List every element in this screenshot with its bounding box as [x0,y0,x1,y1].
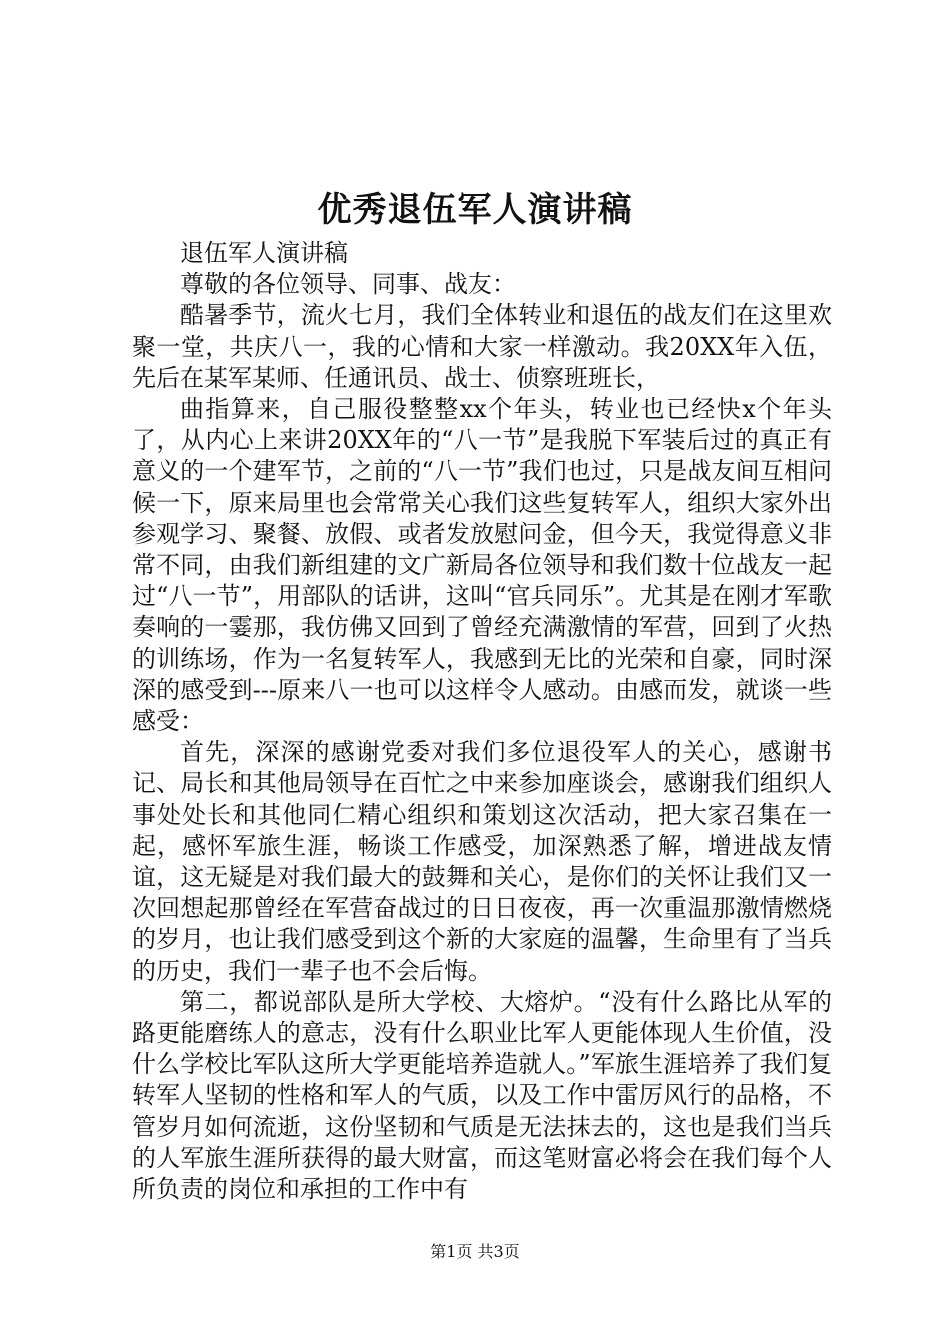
document-title: 优秀退伍军人演讲稿 [317,190,633,230]
paragraph-second-point: 第二，都说部队是所大学校、大熔炉。“没有什么路比从军的路更能磨练人的意志，没有什么职业比军人更能体现人生价值，没什么学校比军队这所大学更能培养造就人。”军旅生涯培养了我们复转军人坚韧的性格和军人的气质，以及工作中雷厉风行的品格，不管岁月如何流逝，这份坚韧和气质是无法抹去的，这也是我们当兵的人军旅生涯所获得的最大财富，而这笔财富必将会在我们每个人所负责的岗位和承担的工作中有 [132,987,832,1204]
document-body [132,238,832,1205]
paragraph-first-point: 首先，深深的感谢党委对我们多位退役军人的关心，感谢书记、局长和其他局领导在百忙之中来参加座谈会，感谢我们组织人事处处长和其他同仁精心组织和策划这次活动，把大家召集在一起，感怀军旅生涯，畅谈工作感受，加深熟悉了解，增进战友情谊，这无疑是对我们最大的鼓舞和关心，是你们的关怀让我们又一次回想起那曾经在军营奋战过的日日夜夜，再一次重温那激情燃烧的岁月，也让我们感受到这个新的大家庭的温馨，生命里有了当兵的历史，我们一辈子也不会后悔。 [132,738,832,985]
paragraph-reflection: 曲指算来，自己服役整整xx个年头，转业也已经快x个年头了，从内心上来讲20XX年的“八一节”是我脱下军装后过的真正有意义的一个建军节，之前的“八一节”我们也过，只是战友间互相问候一下，原来局里也会常常关心我们这些复转军人，组织大家外出参观学习、聚餐、放假、或者发放慰问金，但今天，我觉得意义非常不同，由我们新组建的文广新局各位领导和我们数十位战友一起过“八一节”，用部队的话讲，这叫“官兵同乐”。尤其是在刚才军歌奏响的一霎那，我仿佛又回到了曾经充满激情的军营，回到了火热的训练场，作为一名复转军人，我感到无比的光荣和自豪，同时深深的感受到---原来八一也可以这样令人感动。由感而发，就谈一些感受： [132,395,832,736]
page-number-footer: 第1页 共3页 [430,1242,520,1261]
paragraph-opening: 酷暑季节，流火七月，我们全体转业和退伍的战友们在这里欢聚一堂，共庆八一，我的心情和大家一样激动。我20XX年入伍，先后在某军某师、任通讯员、战士、侦察班班长， [132,301,832,392]
paragraph-salutation: 尊敬的各位领导、同事、战友： [180,270,516,299]
paragraph-subtitle: 退伍军人演讲稿 [180,239,348,267]
